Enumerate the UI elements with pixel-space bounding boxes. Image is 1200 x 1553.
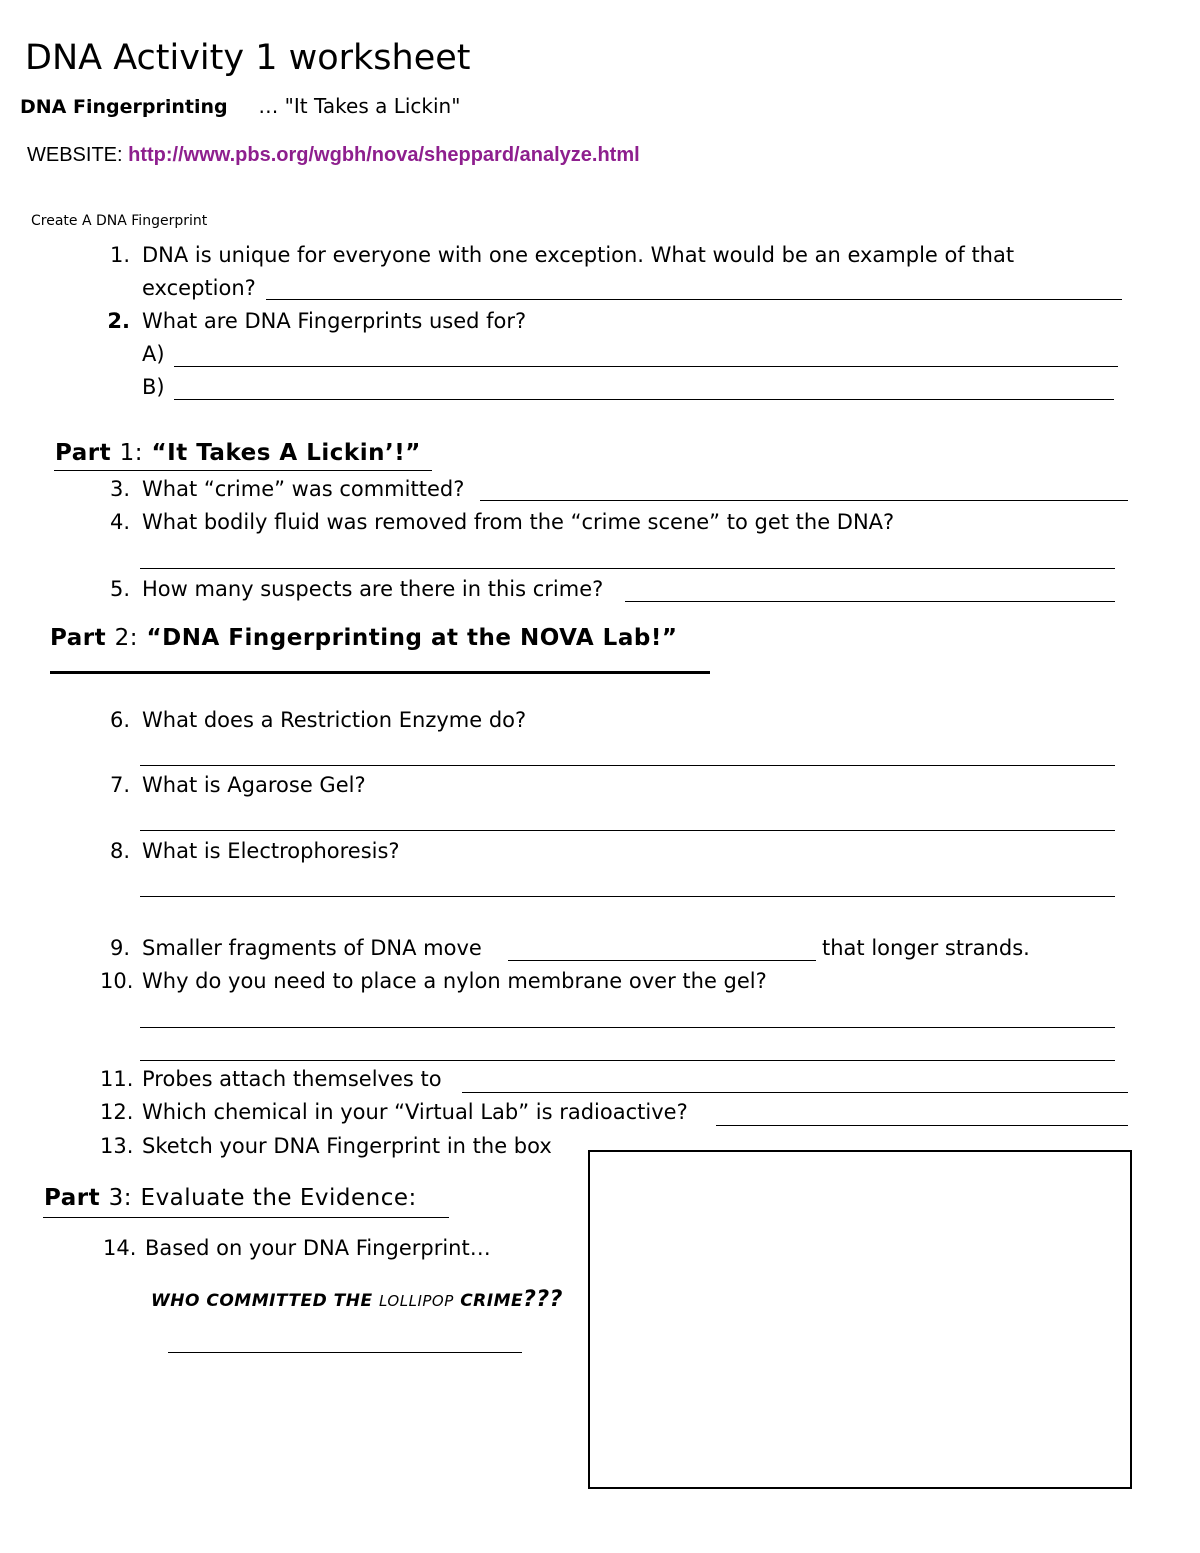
question-text: What are DNA Fingerprints used for? (142, 309, 527, 333)
answer-line-10a[interactable] (140, 1027, 1115, 1028)
answer-label-b: B) (142, 375, 165, 399)
question-text: DNA is unique for everyone with one exception. What would be an example of that (142, 243, 1015, 267)
question-text: Based on your DNA Fingerprint… (145, 1236, 491, 1260)
part-title: Evaluate the Evidence: (140, 1185, 417, 1211)
subtitle (20, 94, 460, 118)
crime-question-lollipop: LOLLIPOP (379, 1292, 454, 1310)
answer-line-2a[interactable] (174, 366, 1118, 367)
question-text: What does a Restriction Enzyme do? (142, 708, 527, 732)
part-label: Part (44, 1185, 101, 1211)
part-label: Part (55, 440, 112, 466)
question-text: What is Agarose Gel? (142, 773, 366, 797)
question-text: Smaller fragments of DNA move (142, 936, 482, 960)
part-number: 2: (114, 625, 139, 651)
answer-line-7[interactable] (140, 830, 1115, 831)
subtitle-rest: … "It Takes a Lickin" (258, 94, 461, 118)
answer-line-6[interactable] (140, 765, 1115, 766)
fingerprint-sketch-box[interactable] (588, 1150, 1132, 1489)
part-label: Part (50, 625, 107, 651)
question-text: Probes attach themselves to (142, 1067, 442, 1091)
question-text: How many suspects are there in this crime? (142, 577, 604, 601)
answer-line-14[interactable] (168, 1352, 522, 1353)
part-3-heading (44, 1185, 417, 1211)
question-number: 10. (100, 969, 134, 993)
part-1-heading (55, 440, 421, 466)
question-number: 11. (100, 1067, 134, 1091)
crime-question-marks: ??? (523, 1287, 563, 1312)
part-title: “It Takes A Lickin’!” (151, 440, 421, 466)
answer-line-2b[interactable] (174, 399, 1114, 400)
part-3-underline (43, 1217, 449, 1218)
question-text-after: that longer strands. (822, 936, 1030, 960)
question-number: 4. (109, 510, 130, 534)
answer-line-12[interactable] (716, 1125, 1128, 1126)
question-text: What “crime” was committed? (142, 477, 465, 501)
question-number: 1. (109, 243, 130, 267)
question-text: Which chemical in your “Virtual Lab” is radioactive? (142, 1100, 688, 1124)
answer-line-4[interactable] (140, 568, 1115, 569)
question-text: Why do you need to place a nylon membrane over the gel? (142, 969, 767, 993)
question-number: 2. (107, 309, 130, 333)
part-number: 1: (119, 440, 144, 466)
part-2-underline (50, 671, 710, 674)
website-link[interactable]: http://www.pbs.org/wgbh/nova/sheppard/analyze.html (128, 144, 640, 166)
answer-line-5[interactable] (625, 601, 1115, 602)
part-1-underline (54, 470, 432, 471)
question-number: 7. (109, 773, 130, 797)
part-2-heading (50, 625, 677, 651)
question-number: 5. (109, 577, 130, 601)
question-text: What is Electrophoresis? (142, 839, 400, 863)
website-label: WEBSITE: (27, 144, 123, 166)
question-number: 6. (109, 708, 130, 732)
answer-label-a: A) (142, 342, 165, 366)
question-text: What bodily fluid was removed from the “crime scene” to get the DNA? (142, 510, 895, 534)
lollipop-crime-question (151, 1287, 563, 1312)
crime-question-lead: WHO COMMITTED THE (151, 1291, 373, 1311)
website-line (27, 144, 640, 167)
answer-line-8[interactable] (140, 896, 1115, 897)
question-number: 8. (109, 839, 130, 863)
part-title: “DNA Fingerprinting at the NOVA Lab!” (146, 625, 678, 651)
section-note: Create A DNA Fingerprint (31, 213, 208, 229)
worksheet-title: DNA Activity 1 worksheet (25, 38, 471, 78)
answer-line-1[interactable] (266, 299, 1122, 300)
question-text: Sketch your DNA Fingerprint in the box (142, 1134, 552, 1158)
question-number: 3. (109, 477, 130, 501)
subtitle-bold: DNA Fingerprinting (20, 96, 228, 118)
crime-question-crime: CRIME (460, 1291, 524, 1311)
question-number: 13. (100, 1134, 134, 1158)
answer-line-11[interactable] (462, 1092, 1128, 1093)
answer-line-3[interactable] (480, 500, 1128, 501)
question-number: 9. (109, 936, 130, 960)
answer-line-9[interactable] (508, 960, 816, 961)
answer-line-10b[interactable] (140, 1060, 1115, 1061)
part-number: 3: (108, 1185, 133, 1211)
question-1-continued: exception? (142, 276, 256, 300)
question-number: 14. (103, 1236, 137, 1260)
question-number: 12. (100, 1100, 134, 1124)
